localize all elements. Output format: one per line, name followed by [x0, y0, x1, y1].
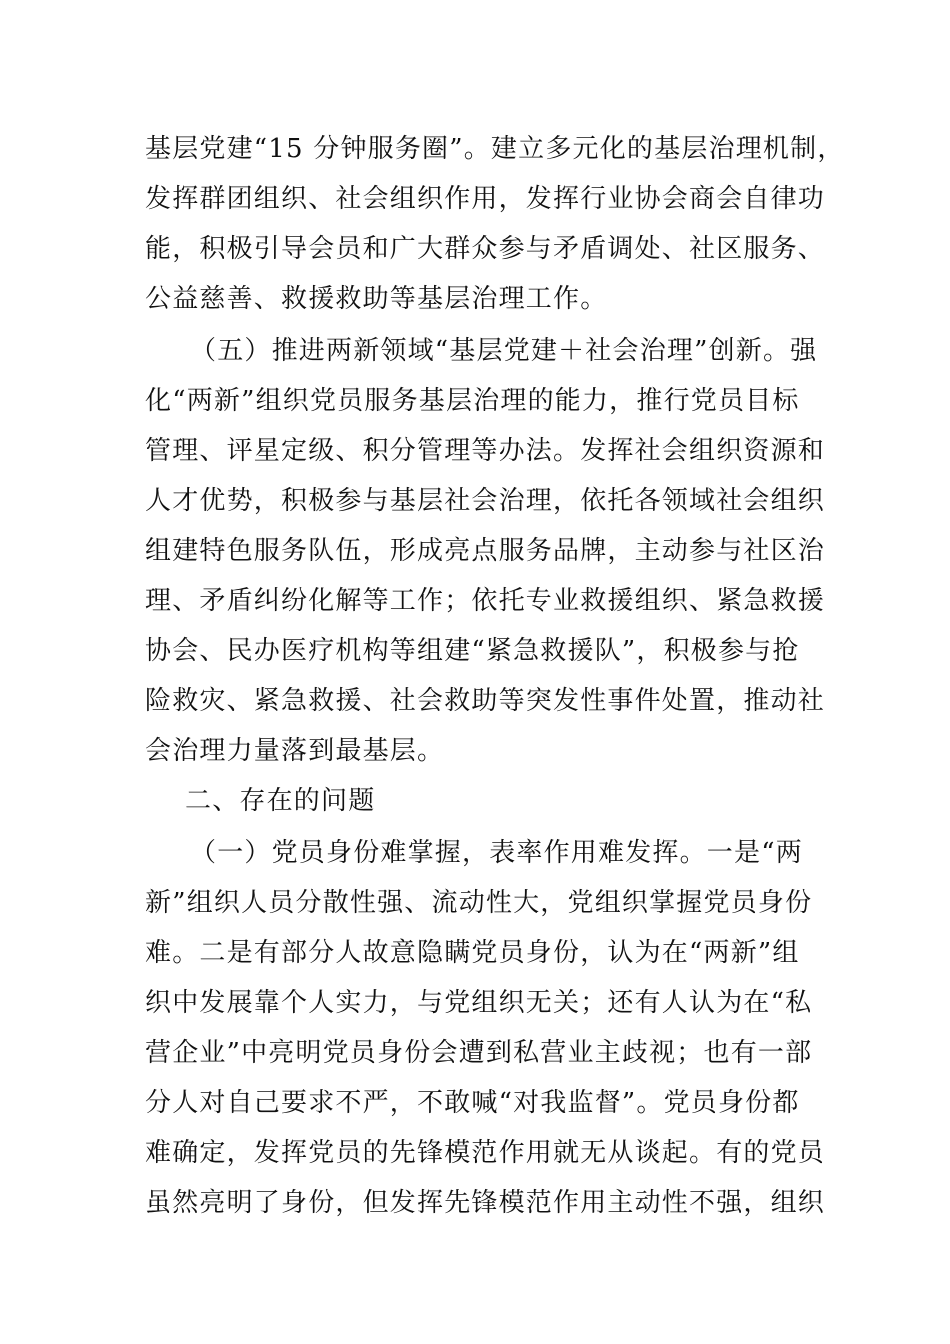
text-line: 难。二是有部分人故意隐瞒党员身份，认为在“两新”组: [145, 938, 800, 968]
text-line: 人才优势，积极参与基层社会治理，依托各领域社会组织: [145, 486, 826, 516]
paragraph-heading-line: （五）推进两新领域“基层党建＋社会治理”创新。强: [190, 336, 818, 366]
text-line: 公益慈善、救援救助等基层治理工作。: [145, 284, 608, 314]
text-line: 织中发展靠个人实力，与党组织无关；还有人认为在“私: [145, 988, 813, 1018]
text-line: 险救灾、紧急救援、社会救助等突发性事件处置，推动社: [145, 686, 826, 716]
text-line: 营企业”中亮明党员身份会遭到私营业主歧视；也有一部: [145, 1038, 813, 1068]
paragraph-heading-line: （一）党员身份难掌握，表率作用难发挥。一是“两: [190, 838, 803, 868]
text-line: 管理、评星定级、积分管理等办法。发挥社会组织资源和: [145, 436, 826, 466]
text-line: 能，积极引导会员和广大群众参与矛盾调处、社区服务、: [145, 234, 826, 264]
text-line: 基层党建“15 分钟服务圈”。建立多元化的基层治理机制，: [145, 134, 845, 164]
text-line: 理、矛盾纠纷化解等工作；依托专业救援组织、紧急救援: [145, 586, 826, 616]
text-line: 虽然亮明了身份，但发挥先锋模范作用主动性不强，组织: [145, 1188, 826, 1218]
text-line: 化“两新”组织党员服务基层治理的能力，推行党员目标: [145, 386, 800, 416]
section-heading: 二、存在的问题: [185, 786, 376, 816]
text-line: 分人对自己要求不严，不敢喊“对我监督”。党员身份都: [145, 1088, 800, 1118]
text-line: 组建特色服务队伍，形成亮点服务品牌，主动参与社区治: [145, 536, 826, 566]
text-line: 会治理力量落到最基层。: [145, 736, 445, 766]
text-line: 难确定，发挥党员的先锋模范作用就无从谈起。有的党员: [145, 1138, 826, 1168]
text-line: 新”组织人员分散性强、流动性大，党组织掌握党员身份: [145, 888, 813, 918]
text-line: 发挥群团组织、社会组织作用，发挥行业协会商会自律功: [145, 184, 826, 214]
text-line: 协会、民办医疗机构等组建“紧急救援队”，积极参与抢: [145, 636, 800, 666]
